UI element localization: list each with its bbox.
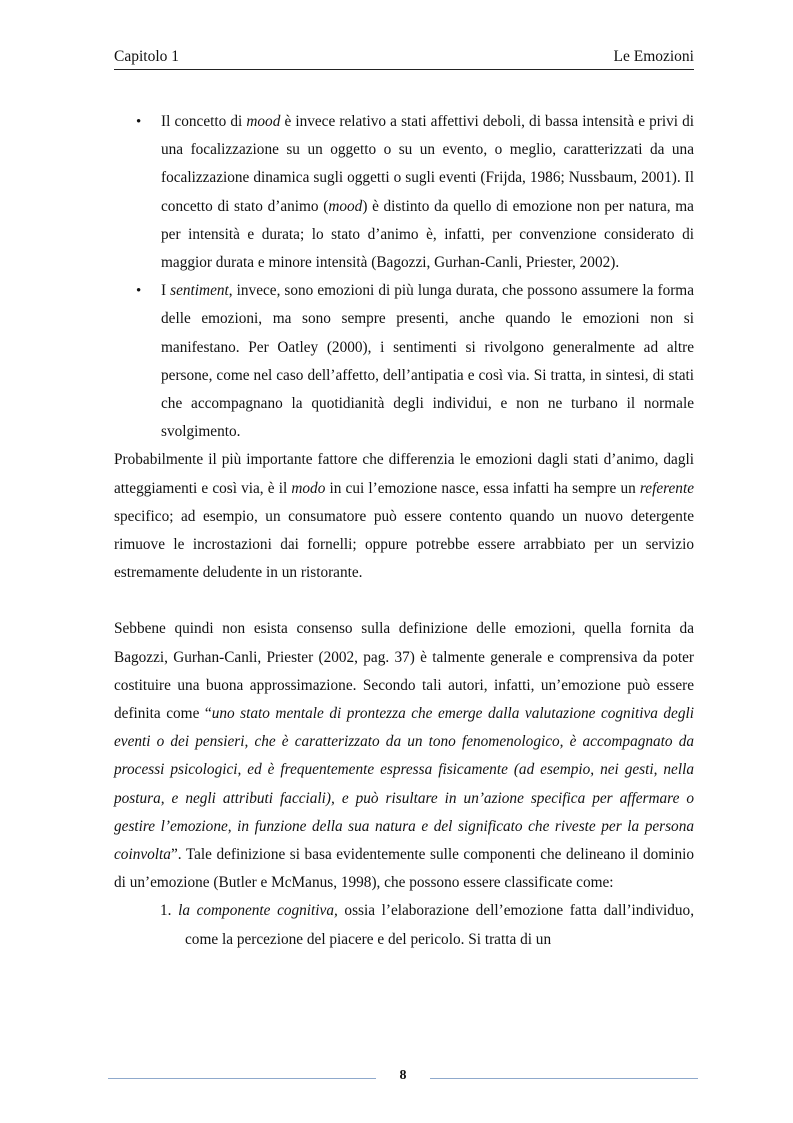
- footer-rule-left: [108, 1078, 376, 1079]
- footer-rule-right: [430, 1078, 698, 1079]
- header-rule: [114, 69, 694, 70]
- numbered-list: [114, 897, 694, 953]
- bullet-item-sentiment: • I sentiment, invece, sono emozioni di più lunga durata, che possono assumere la forma delle emozioni, ma sono sempre presenti, anche quando le emozioni non si manifestano. Per Oatley (2000), i sentimenti si rivolgono generalmente ad altre persone, come nel caso dell’affetto, dell’antipatia e così via. Si tratta, in sintesi, di stati che accompagnano la quotidianità degli individui, e non ne turbano il normale svolgimento.: [114, 277, 694, 446]
- bullet-item-mood: • Il concetto di mood è invece relativo a stati affettivi deboli, di bassa intensità e privi di una focalizzazione su un oggetto o su un evento, o meglio, caratterizzati da una focalizzazione dinamica sugli oggetti o sugli eventi (Frijda, 1986; Nussbaum, 2001). Il concetto di stato d’animo (mood) è distinto da quello di emozione non per natura, ma per intensità e durata; lo stato d’animo è, infatti, per convenzione considerato di maggior durata e minore intensità (Bagozzi, Gurhan-Canli, Priester, 2002).: [114, 108, 694, 277]
- bullet-list: [114, 108, 694, 446]
- chapter-title: Le Emozioni: [613, 48, 694, 65]
- page-header: [114, 44, 694, 70]
- page-footer: [108, 1068, 698, 1092]
- paragraph-spacer: [114, 587, 694, 615]
- list-item-componente-cognitiva: 1. la componente cognitiva, ossia l’elaborazione dell’emozione fatta dall’individuo, come la percezione del piacere e del pericolo. Si tratta di un: [160, 902, 695, 948]
- page-body: [114, 108, 694, 954]
- chapter-label: Capitolo 1: [114, 48, 180, 65]
- paragraph-referente: Probabilmente il più importante fattore che differenzia le emozioni dagli stati d’animo, dagli atteggiamenti e così via, è il modo in cui l’emozione nasce, essa infatti ha sempre un referente specifico; ad esempio, un consumatore può essere contento quando un nuovo detergente rimuove le incrostazioni dai fornelli; oppure potrebbe essere arrabbiato per un servizio estremamente deludente in un ristorante.: [114, 451, 694, 582]
- page-number: 8: [399, 1068, 407, 1083]
- paragraph-definizione: Sebbene quindi non esista consenso sulla definizione delle emozioni, quella fornita da Bagozzi, Gurhan-Canli, Priester (2002, pag. 37) è talmente generale e comprensiva da poter costituire una buona approssimazione. Secondo tali autori, infatti, un’emozione può essere definita come “uno stato mentale di prontezza che emerge dalla valutazione cognitiva degli eventi o dei pensieri, che è caratterizzato da un tono fenomenologico, è accompagnato da processi psicologici, ed è frequentemente espressa fisicamente (ad esempio, nei gesti, nella postura, e negli attributi facciali), e può risultare in un’azione specifica per affermare o gestire l’emozione, in funzione della sua natura e del significato che riveste per la persona coinvolta”. Tale definizione si basa evidentemente sulle componenti che delineano il dominio di un’emozione (Butler e McManus, 1998), che possono essere classificate come:: [114, 620, 694, 892]
